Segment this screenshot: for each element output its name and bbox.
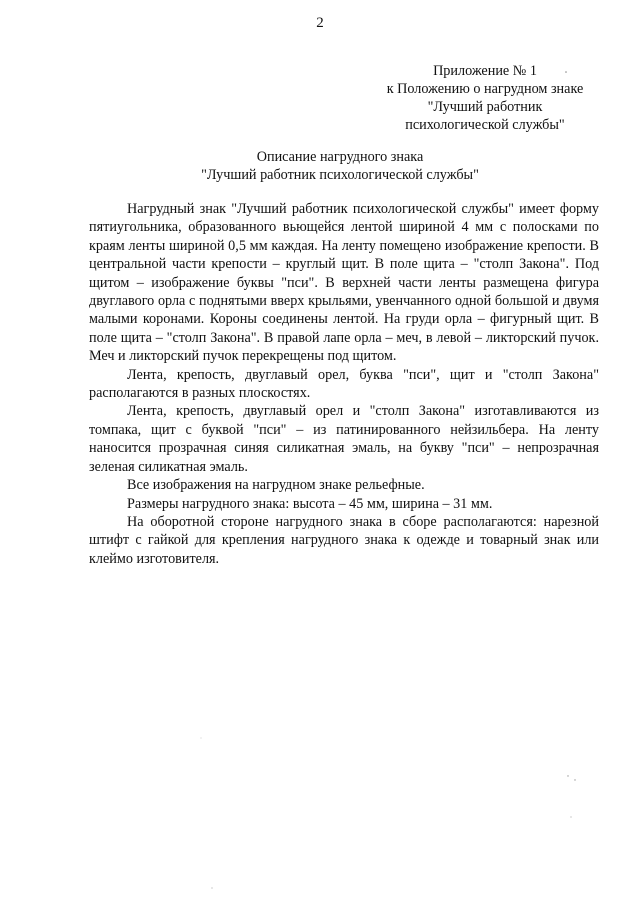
document-body	[89, 200, 599, 568]
body-paragraph: Лента, крепость, двуглавый орел и "столп Закона" изготавливаются из томпака, щит с буквой "пси" – из патинированного нейзильбера. На ленту наносится прозрачная синяя силикатная эмаль, на букву "пси" – непрозрачная зеленая силикатная эмаль.	[89, 403, 599, 475]
body-paragraph: Нагрудный знак "Лучший работник психологической службы" имеет форму пятиугольника, образованного вьющейся лентой шириной 4 мм с полосками по краям ленты шириной 0,5 мм каждая. На ленту помещено изображение крепости. В центральной части крепости – круглый щит. В поле щита – "столп Закона". Под щитом – изображение буквы "пси". В верхней части ленты размещена фигура двуглавого орла с поднятыми вверх крыльями, увенчанного одной большой и двумя малыми коронами. Короны соединены лентой. На груди орла – фигурный щит. В поле щита – "столп Закона". В правой лапе орла – меч, в левой – ликторский пучок. Меч и ликторский пучок перекрещены под щитом.	[89, 201, 599, 365]
title-line: "Лучший работник психологической службы"	[201, 167, 479, 183]
body-paragraph: Размеры нагрудного знака: высота – 45 мм, ширина – 31 мм.	[127, 495, 493, 512]
document-title	[0, 148, 640, 184]
appendix-header	[360, 62, 610, 134]
appendix-line: психологической службы"	[405, 117, 565, 133]
appendix-line: "Лучший работник	[427, 99, 543, 115]
body-paragraph: Все изображения на нагрудном знаке рельефные.	[127, 477, 425, 494]
appendix-line: Приложение № 1	[433, 63, 537, 79]
body-paragraph: На оборотной стороне нагрудного знака в сборе располагаются: нарезной штифт с гайкой для крепления нагрудного знака к одежде и товарный знак или клеймо изготовителя.	[89, 513, 599, 567]
appendix-line: к Положению о нагрудном знаке	[386, 81, 584, 97]
title-line: Описание нагрудного знака	[256, 149, 424, 165]
body-paragraph: Лента, крепость, двуглавый орел, буква "пси", щит и "столп Закона" располагаются в разных плоскостях.	[89, 366, 599, 402]
page-number: 2	[316, 15, 324, 31]
